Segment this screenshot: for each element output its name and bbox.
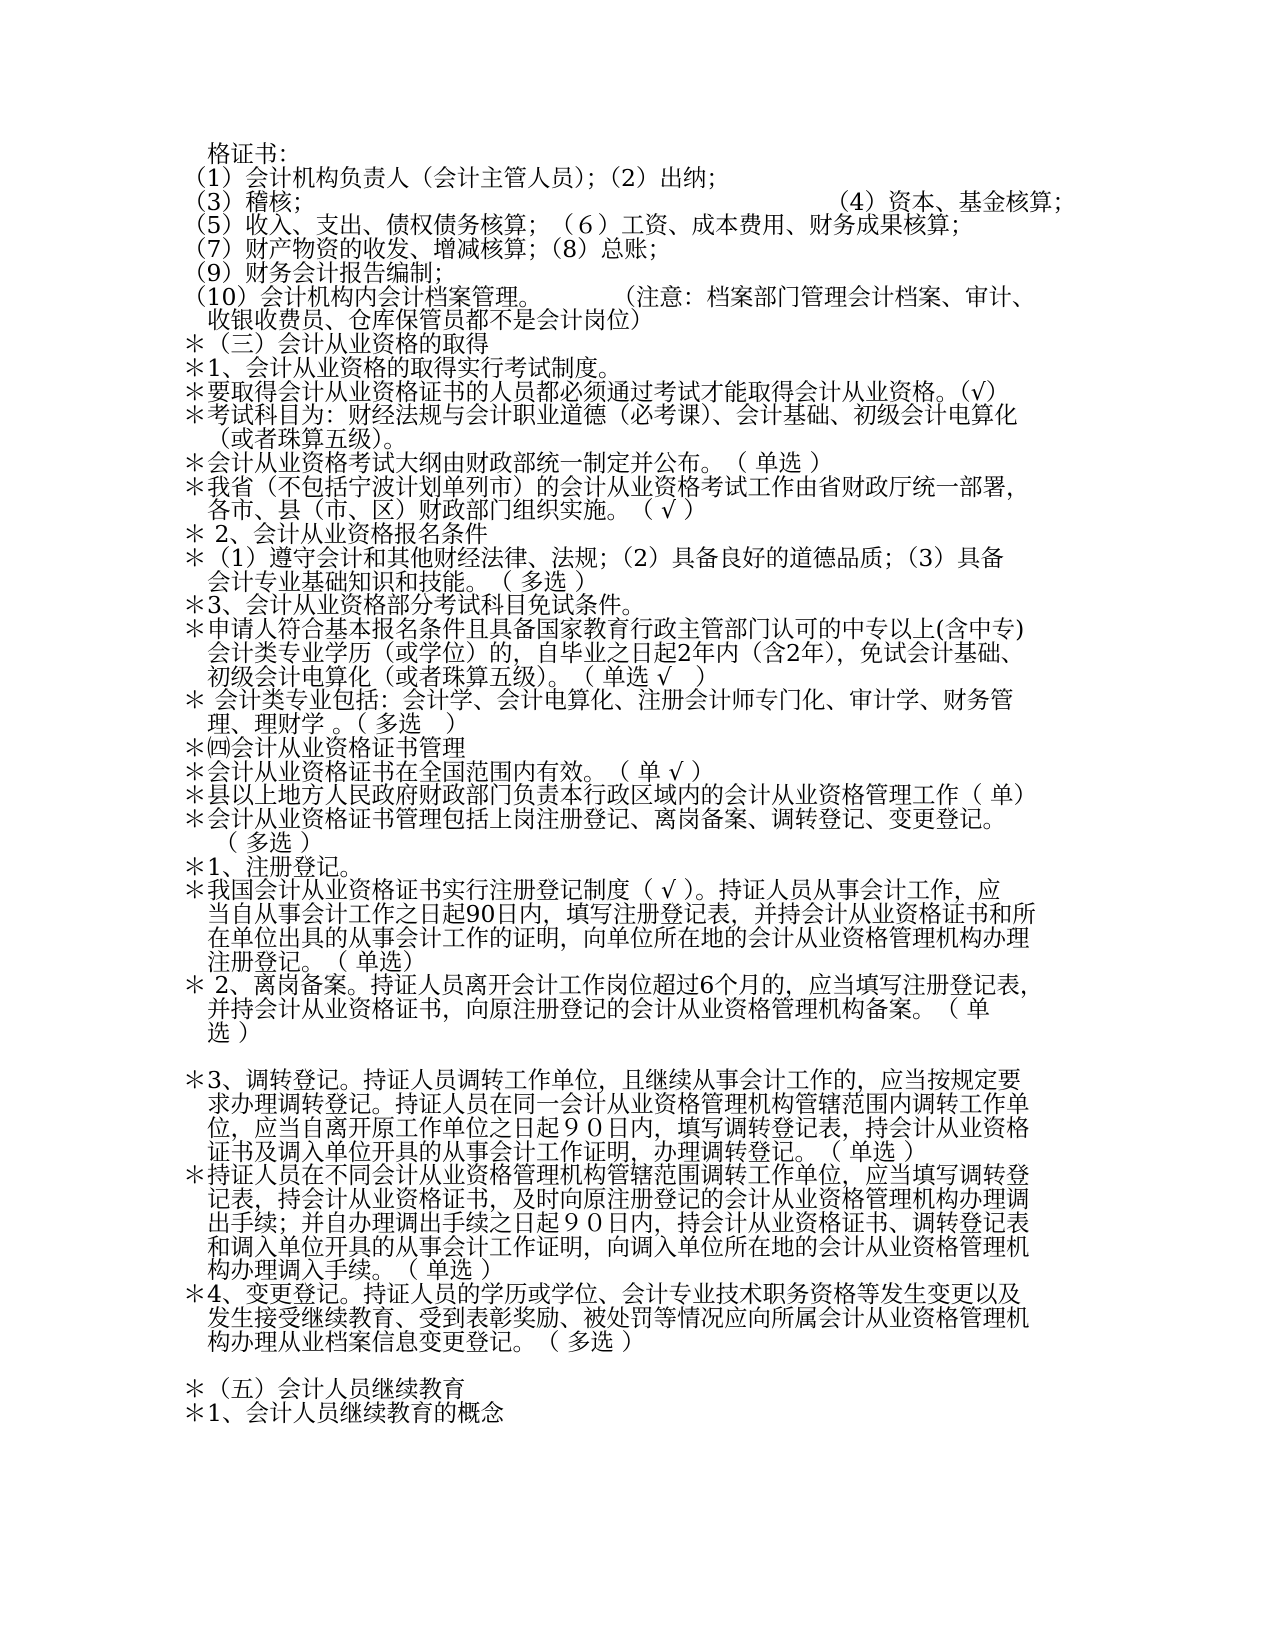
continuation-line [183, 995, 1083, 1023]
bullet-marker: ＊ [183, 1280, 207, 1308]
bullet-marker: ＊ [183, 1066, 207, 1095]
bullet-marker: ＊ [183, 472, 207, 501]
bullet-marker: ＊ [183, 876, 207, 905]
bullet-marker: ＊ [183, 686, 207, 715]
line-text: （三）会计从业资格的取得 [207, 330, 489, 358]
line-text: 1、会计从业资格的取得实行考试制度。 [207, 353, 622, 382]
line-text: （ 多选 ） [207, 828, 324, 857]
continuation-line [183, 638, 1083, 667]
line-text: （3）稽核； [183, 187, 316, 216]
bullet-marker: ＊ [183, 1161, 207, 1190]
line-text: （或者珠算五级）。 [207, 425, 407, 453]
bullet-point [183, 353, 1083, 382]
bullet-marker: ＊ [183, 1375, 207, 1403]
line-text: 要取得会计从业资格证书的人员都必须通过考试才能取得会计从业资格。（√） [207, 377, 1010, 406]
line-text: 选 ） [207, 1018, 262, 1047]
line-text: 在单位出具的从事会计工作的证明，向单位所在地的会计从业资格管理机构办理 [207, 923, 1030, 952]
line-text: 各市、县（市、区）财政部门组织实施。 （ √ ） [207, 496, 707, 525]
bullet-marker: ＊ [183, 757, 207, 786]
line-text: （10）会计机构内会计档案管理。 （注意：档案部门管理会计档案、审计、 [183, 282, 1036, 311]
line-text: 考试科目为：财经法规与会计职业道德（必考课）、会计基础、初级会计电算化 [207, 401, 1018, 430]
line-text: 并持会计从业资格证书，向原注册登记的会计从业资格管理机构备案。 （ 单 [207, 995, 990, 1023]
bullet-marker: ＊ [183, 1398, 207, 1427]
line-text: 2、离岗备案。持证人员离开会计工作岗位超过6个月的，应当填写注册登记表， [207, 971, 1044, 1000]
line-text: 我省（不包括宁波计划单列市）的会计从业资格考试工作由省财政厅统一部署， [207, 472, 1030, 501]
line-text: 1、会计人员继续教育的概念 [207, 1398, 504, 1427]
bullet-marker: ＊ [183, 353, 207, 382]
bullet-marker: ＊ [183, 543, 207, 572]
line-text: 3、会计从业资格部分考试科目免试条件。 [207, 591, 645, 620]
line-text: 位，应当自离开原工作单位之日起９０日内，填写调转登记表，持会计从业资格 [207, 1113, 1030, 1142]
line-text: ㈣会计从业资格证书管理 [207, 733, 466, 762]
section-heading [183, 733, 1083, 762]
line-text: 格证书： [207, 140, 301, 168]
line-text: 会计专业基础知识和技能。 （ 多选 ） [207, 567, 598, 596]
line-text: 会计从业资格考试大纲由财政部统一制定并公布。 （ 单选 ） [207, 448, 833, 477]
section-heading [183, 1398, 1083, 1427]
line-text: 会计类专业包括：会计学、会计电算化、注册会计师专门化、审计学、财务管 [207, 686, 1014, 715]
continuation-line [183, 1327, 1083, 1356]
line-text: （1）遵守会计和其他财经法律、法规；（2）具备良好的道德品质；（3）具备 [207, 543, 1004, 572]
line-text: 初级会计电算化（或者珠算五级）。 （ 单选 √ ） [207, 662, 719, 691]
continuation-line [183, 828, 1083, 857]
list-item [183, 258, 1083, 287]
list-item-right: （4）资本、基金核算； [826, 187, 1076, 216]
bullet-point [183, 543, 1083, 572]
bullet-marker: ＊ [183, 615, 207, 643]
line-text: 我国会计从业资格证书实行注册登记制度（ √ ）。持证人员从事会计工作，应 [207, 876, 1001, 905]
line-text: 会计类专业学历（或学位）的，自毕业之日起2年内（含2年），免试会计基础、 [207, 638, 1025, 667]
line-text: 1、注册登记。 [207, 852, 363, 881]
continuation-line [183, 1208, 1083, 1237]
bullet-marker: ＊ [183, 781, 207, 810]
continuation-line [183, 1303, 1083, 1332]
line-text: 发生接受继续教育、受到表彰奖励、被处罚等情况应向所属会计从业资格管理机 [207, 1303, 1030, 1332]
bullet-point [183, 448, 1083, 477]
bullet-marker: ＊ [183, 377, 207, 406]
line-text: 出手续；并自办理调出手续之日起９０日内，持会计从业资格证书、调转登记表 [207, 1208, 1030, 1237]
line-text: 当自从事会计工作之日起90日内，填写注册登记表，并持会计从业资格证书和所 [207, 900, 1036, 928]
bullet-marker: ＊ [183, 971, 207, 1000]
bullet-marker: ＊ [183, 805, 207, 833]
line-text: （9）财务会计报告编制； [183, 258, 457, 287]
line-text: 会计从业资格证书在全国范围内有效。 （ 单 √ ） [207, 757, 715, 786]
bullet-marker: ＊ [183, 520, 207, 548]
line-text: 构办理调入手续。 （ 单选 ） [207, 1256, 504, 1285]
line-text: 证书及调入单位开具的从事会计工作证明，办理调转登记。 （ 单选 ） [207, 1137, 927, 1166]
line-text: 求办理调转登记。持证人员在同一会计从业资格管理机构管辖范围内调转工作单 [207, 1090, 1030, 1118]
line-text: 和调入单位开具的从事会计工作证明，向调入单位所在地的会计从业资格管理机 [207, 1232, 1030, 1261]
bullet-marker: ＊ [183, 330, 207, 358]
line-text: 3、调转登记。持证人员调转工作单位，且继续从事会计工作的，应当按规定要 [207, 1066, 1021, 1095]
bullet-marker: ＊ [183, 852, 207, 881]
bullet-marker: ＊ [183, 401, 207, 430]
line-text: （7）财产物资的收发、增减核算；（8）总账； [183, 235, 672, 263]
continuation-line [183, 1018, 1083, 1047]
line-text: 县以上地方人民政府财政部门负责本行政区域内的会计从业资格管理工作（ 单） [207, 781, 1037, 810]
bullet-marker: ＊ [183, 733, 207, 762]
line-text: （1）会计机构负责人（会计主管人员）；（2）出纳； [183, 163, 730, 192]
line-text: 申请人符合基本报名条件且具备国家教育行政主管部门认可的中专以上(含中专) [207, 615, 1025, 643]
list-item [183, 163, 1083, 192]
bullet-marker: ＊ [183, 591, 207, 620]
line-text: 4、变更登记。持证人员的学历或学位、会计专业技术职务资格等发生变更以及 [207, 1280, 1021, 1308]
continuation-line [183, 923, 1083, 952]
line-text: 2、会计从业资格报名条件 [207, 520, 488, 548]
line-text: 收银收费员、仓库保管员都不是会计岗位） [207, 306, 654, 335]
line-text: 理、理财学 。（ 多选 ） [207, 710, 469, 738]
line-text: 持证人员在不同会计从业资格管理机构管辖范围调转工作单位，应当填写调转登 [207, 1161, 1030, 1190]
line-text: （5）收入、支出、债权债务核算； （６）工资、成本费用、财务成果核算； [183, 211, 974, 240]
line-text: 构办理从业档案信息变更登记。 （ 多选 ） [207, 1327, 645, 1356]
line-text: 注册登记。 （ 单选） [207, 947, 426, 976]
line-text: 会计从业资格证书管理包括上岗注册登记、离岗备案、调转登记、变更登记。 [207, 805, 1006, 833]
continuation-line [183, 1113, 1083, 1142]
bullet-marker: ＊ [183, 448, 207, 477]
document-body [183, 140, 1083, 1427]
line-text: 记表，持会计从业资格证书，及时向原注册登记的会计从业资格管理机构办理调 [207, 1185, 1030, 1213]
line-text: （五）会计人员继续教育 [207, 1375, 466, 1403]
